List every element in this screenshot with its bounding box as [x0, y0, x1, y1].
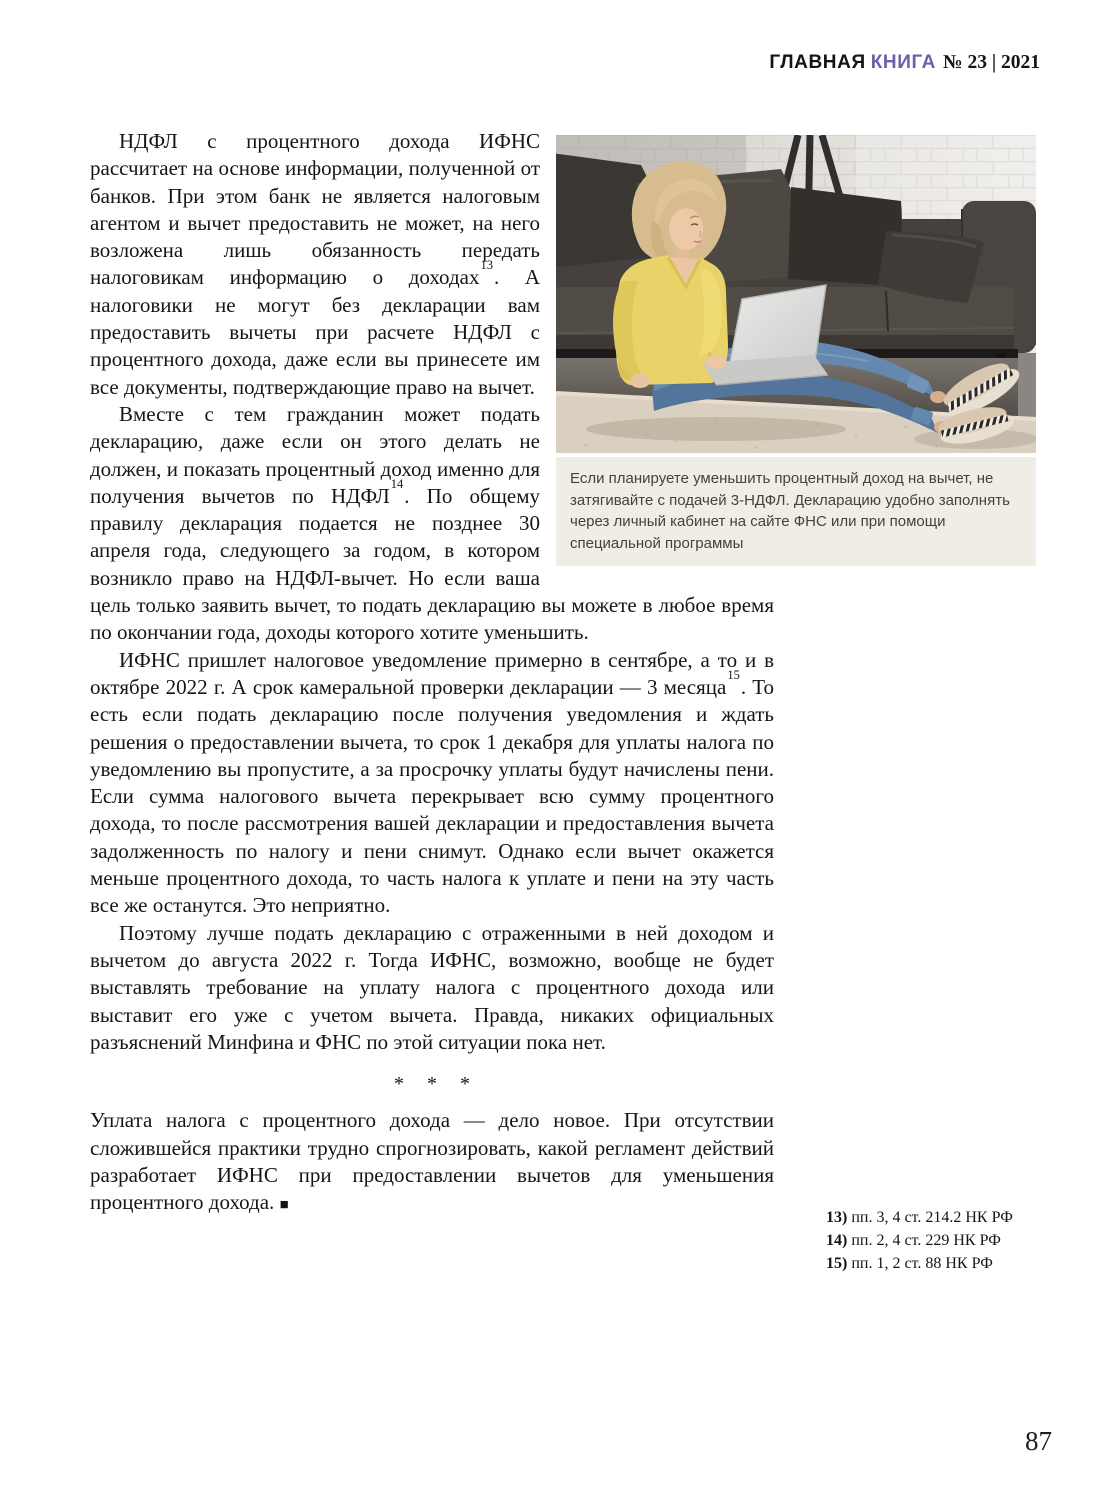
footnotes-block — [826, 1206, 1076, 1275]
brand-secondary: КНИГА — [870, 52, 936, 73]
footnote-text: пп. 3, 4 ст. 214.2 НК РФ — [851, 1209, 1013, 1226]
footnote-text: пп. 1, 2 ст. 88 НК РФ — [851, 1255, 993, 1272]
text-run: . А налоговики не могут без декларации вам предоставить вычеты при расчете НДФЛ с процентного дохода, даже если вы принесете им все документы, подтверждающие право на вычет. — [90, 265, 540, 399]
text-run: . По общему правилу декларация подается не позднее 30 апреля года, следующего за годом, в котором возникло право на НДФЛ-вычет. Но если ваша цель только заявить вычет, то подать декларацию вы можете в любое время по окончании года, доходы которого хотите уменьшить. — [90, 483, 774, 645]
issue-number: № 23 | 2021 — [942, 52, 1040, 73]
right-hand — [705, 355, 727, 369]
article-figure — [556, 135, 1036, 566]
paragraph-3 — [90, 647, 774, 920]
footnote-ref-15: 15 — [727, 667, 740, 682]
footnote-text: пп. 2, 4 ст. 229 НК РФ — [851, 1232, 1001, 1249]
paragraph-5 — [90, 1107, 774, 1219]
footnote-ref-13: 13 — [480, 258, 493, 273]
footnote-15 — [826, 1252, 1076, 1275]
footnote-number: 13) — [826, 1209, 848, 1226]
text-run: Вместе с тем гражданин может подать декларацию, даже если он этого делать не должен, и показать процентный доход именно для получения вычетов по НДФЛ — [90, 401, 540, 508]
footnote-number: 15) — [826, 1255, 848, 1272]
section-separator: * * * — [394, 1073, 479, 1096]
paragraph-4 — [90, 920, 774, 1056]
page-header — [769, 52, 1040, 74]
left-hand — [630, 374, 650, 388]
end-of-article-marker: ■ — [279, 1197, 289, 1214]
footnote-14 — [826, 1229, 1076, 1252]
article-photo — [556, 135, 1036, 453]
text-run: . То есть если подать декларацию после получения уведомления и ждать решения о предоставлении вычета, то срок 1 декабря для уплаты налога по уведомлению вы пропустите, а за просрочку уплаты будут начислены пени. Если сумма налогового вычета перекрывает всю сумму процентного дохода, то после рассмотрения вашей декларации и предоставления вычета задолженность по налогу и пени снимут. Однако если вычет окажется меньше процентного дохода, то часть налога к уплате и пени на эту часть все же останутся. Это неприятно. — [90, 674, 774, 918]
footnote-ref-14: 14 — [390, 476, 404, 491]
text-run: Уплата налога с процентного дохода — дело новое. При отсутствии сложившейся практики трудно спрогнозировать, какой регламент действий разработает ИФНС при предоставлении вычетов для уменьшения процентного дохода. — [90, 1108, 774, 1215]
page-number: 87 — [1025, 1426, 1052, 1456]
text-run: ИФНС пришлет налоговое уведомление примерно в сентябре, а то и в октябре 2022 г. А срок камеральной проверки декларации — 3 месяца — [90, 647, 774, 699]
footnote-number: 14) — [826, 1232, 848, 1249]
text-run: Поэтому лучше подать декларацию с отраженными в ней доходом и вычетом до августа 2022 г. Тогда ИФНС, возможно, вообще не будет выставлять требование на уплату налога с процентного дохода или выставит его уже с учетом вычета. Правда, никаких официальных разъяснений Минфина и ФНС по этой ситуации пока нет. — [90, 920, 774, 1054]
footnote-13 — [826, 1206, 1076, 1229]
face — [669, 208, 703, 250]
brand-primary: ГЛАВНАЯ — [769, 52, 866, 73]
text-run: НДФЛ с процентного дохода ИФНС рассчитает на основе информации, полученной от банков. При этом банк не является налоговым агентом и вычет предоставить не может, на него возложена лишь обязанность передать налоговикам информацию о доходах — [90, 129, 540, 290]
photo-illustration — [556, 135, 1036, 453]
photo-caption: Если планируете уменьшить процентный доход на вычет, не затягивайте с подачей 3-НДФЛ. Декларацию удобно заполнять через личный кабинет на сайте ФНС или при помощи специальной программы — [556, 457, 1036, 566]
